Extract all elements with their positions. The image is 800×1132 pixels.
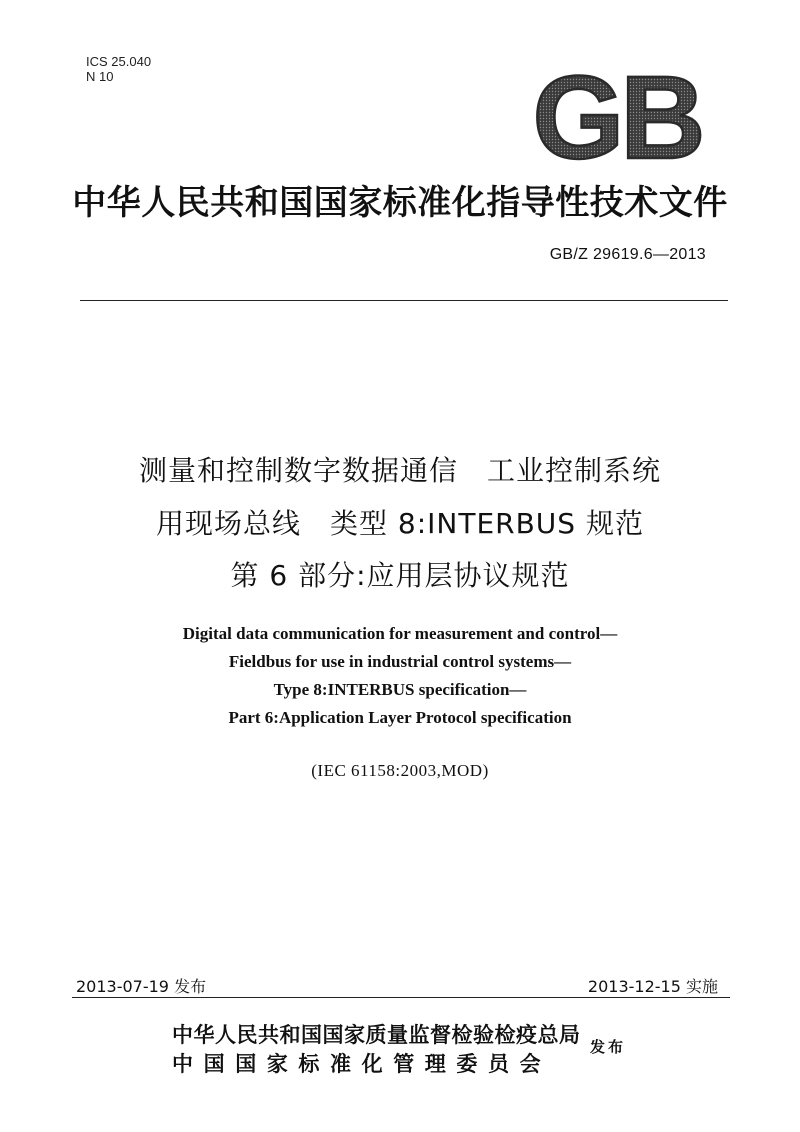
release-label: 发布 <box>590 1038 627 1056</box>
adoption-reference: (IEC 61158:2003,MOD) <box>311 761 489 780</box>
gb-logo-text: GB <box>532 66 702 166</box>
issuer-line-2: 中国国家标准化管理委员会 <box>172 1052 552 1076</box>
bottom-divider <box>72 997 730 998</box>
document-type-heading: 中华人民共和国国家标准化指导性技术文件 <box>72 183 728 223</box>
issuer-line-1: 中华人民共和国国家质量监督检验检疫总局 <box>172 1023 581 1047</box>
implementation-date: 2013-12-15 实施 <box>587 977 718 996</box>
english-title-line-2: Fieldbus for use in industrial control systems— <box>228 652 572 671</box>
issue-date: 2013-07-19 发布 <box>76 977 207 996</box>
english-title-line-4: Part 6:Application Layer Protocol specification <box>228 708 572 727</box>
english-title-line-3: Type 8:INTERBUS specification— <box>273 680 527 699</box>
chinese-title-line-2: 用现场总线 类型 8:INTERBUS 规范 <box>156 507 644 540</box>
ccs-code: N 10 <box>86 69 114 84</box>
chinese-title-line-1: 测量和控制数字数据通信 工业控制系统 <box>138 454 661 487</box>
standard-number: GB/Z 29619.6—2013 <box>549 246 706 263</box>
ics-code: ICS 25.040 <box>86 54 152 69</box>
english-title-line-1: Digital data communication for measurement and control— <box>182 624 618 643</box>
gb-logo <box>524 66 710 166</box>
top-divider <box>80 300 728 301</box>
chinese-title-line-3: 第 6 部分:应用层协议规范 <box>230 559 570 592</box>
